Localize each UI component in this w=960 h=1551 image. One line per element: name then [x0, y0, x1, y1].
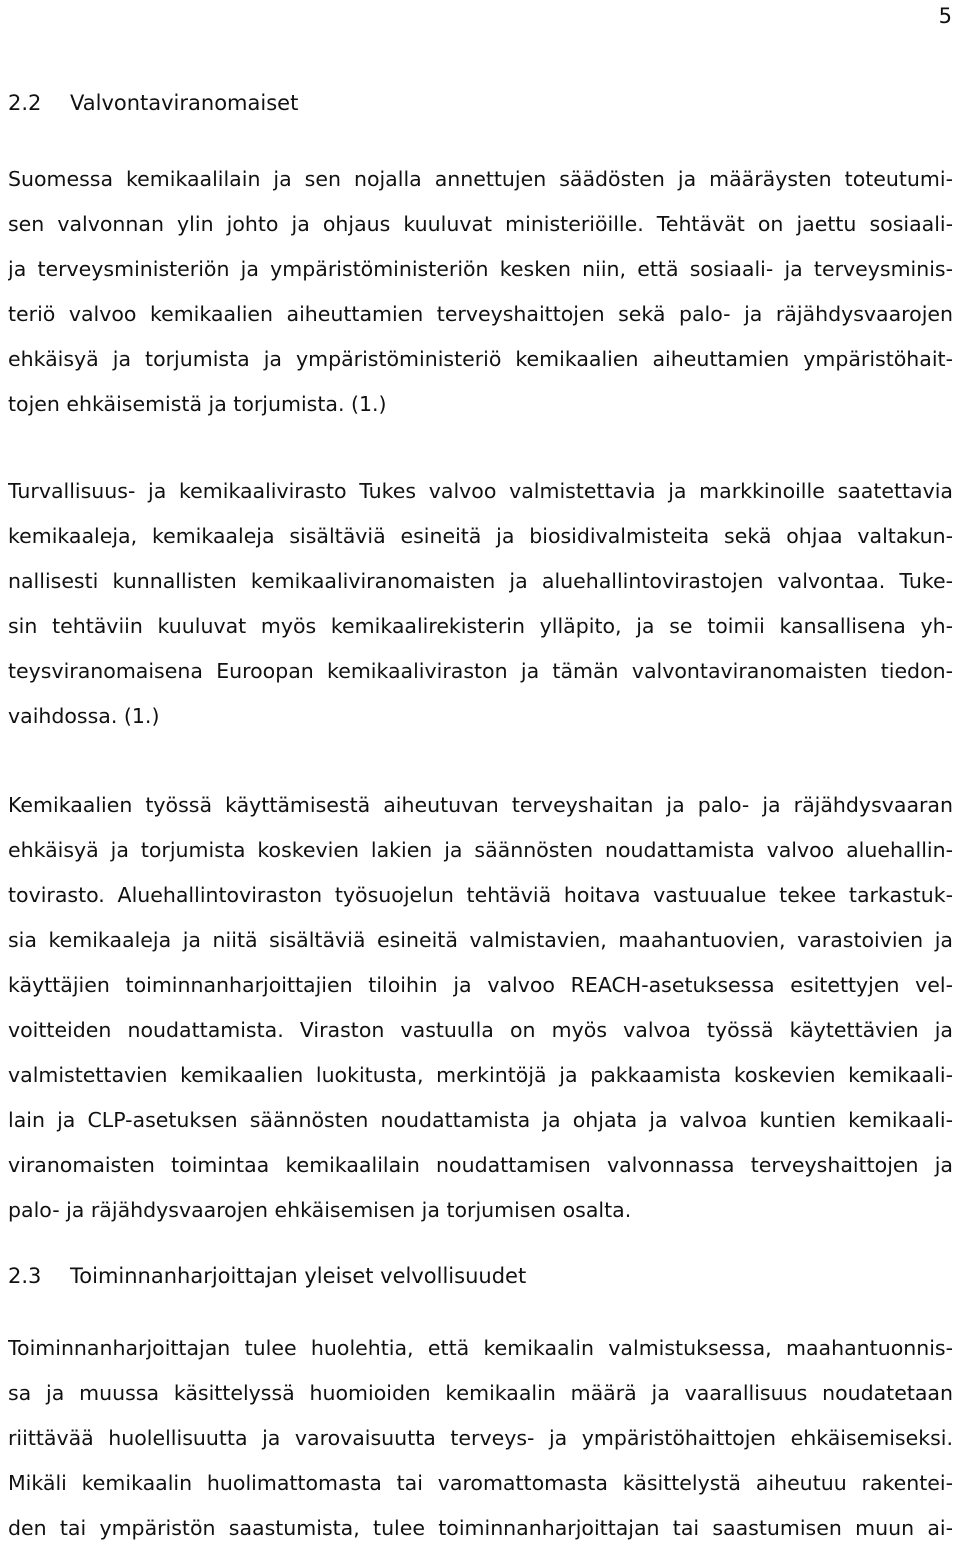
section-title: Toiminnanharjoittajan yleiset velvollisuudet [70, 1264, 527, 1288]
text-line: Mikäli kemikaalin huolimattomasta tai varomattomasta käsittelystä aiheutuu rakentei- [8, 1471, 953, 1495]
paragraph-3 [8, 783, 953, 1233]
text-line: tojen ehkäisemistä ja torjumista. (1.) [8, 392, 387, 416]
text-line: teysviranomaisena Euroopan kemikaaliviraston ja tämän valvontaviranomaisten tiedon- [8, 659, 953, 683]
text-line: Suomessa kemikaalilain ja sen nojalla annettujen säädösten ja määräysten toteutumi- [8, 167, 953, 191]
section-title: Valvontaviranomaiset [70, 91, 299, 115]
text-line: ehkäisyä ja torjumista ja ympäristöministeriö kemikaalien aiheuttamien ympäristöhait- [8, 347, 953, 371]
section-heading-2-3 [8, 1262, 952, 1290]
text-line: kemikaaleja, kemikaaleja sisältäviä esineitä ja biosidivalmisteita sekä ohjaa valtakun- [8, 524, 953, 548]
text-line: teriö valvoo kemikaalien aiheuttamien terveyshaittojen sekä palo- ja räjähdysvaarojen [8, 302, 953, 326]
text-line: sia kemikaaleja ja niitä sisältäviä esineitä valmistavien, maahantuovien, varastoivien ja [8, 928, 953, 952]
text-line: viranomaisten toimintaa kemikaalilain noudattamisen valvonnassa terveyshaittojen ja [8, 1153, 953, 1177]
text-line: valmistettavien kemikaalien luokitusta, merkintöjä ja pakkaamista koskevien kemikaali- [8, 1063, 953, 1087]
text-line: vaihdossa. (1.) [8, 704, 160, 728]
paragraph-1 [8, 157, 953, 427]
text-line: Toiminnanharjoittajan tulee huolehtia, että kemikaalin valmistuksessa, maahantuonnis- [8, 1336, 953, 1360]
text-line: sin tehtäviin kuuluvat myös kemikaalirekisterin ylläpito, ja se toimii kansallisena yh- [8, 614, 953, 638]
text-line: tovirasto. Aluehallintoviraston työsuojelun tehtäviä hoitava vastuualue tekee tarkastuk- [8, 883, 953, 907]
text-line: sen valvonnan ylin johto ja ohjaus kuuluvat ministeriöille. Tehtävät on jaettu sosiaali- [8, 212, 953, 236]
text-line: lain ja CLP-asetuksen säännösten noudattamista ja ohjata ja valvoa kuntien kemikaali- [8, 1108, 953, 1132]
text-line: Turvallisuus- ja kemikaalivirasto Tukes valvoo valmistettavia ja markkinoille saatettavia [8, 479, 953, 503]
text-line: den tai ympäristön saastumista, tulee toiminnanharjoittajan tai saastumisen muun ai- [8, 1516, 953, 1540]
text-line: ehkäisyä ja torjumista koskevien lakien ja säännösten noudattamista valvoo aluehallin- [8, 838, 953, 862]
text-line: sa ja muussa käsittelyssä huomioiden kemikaalin määrä ja vaarallisuus noudatetaan [8, 1381, 953, 1405]
section-heading-2-2 [8, 89, 952, 117]
text-line: voitteiden noudattamista. Viraston vastuulla on myös valvoa työssä käytettävien ja [8, 1018, 953, 1042]
paragraph-4 [8, 1326, 953, 1551]
text-line: palo- ja räjähdysvaarojen ehkäisemisen ja torjumisen osalta. [8, 1198, 632, 1222]
text-line: nallisesti kunnallisten kemikaaliviranomaisten ja aluehallintovirastojen valvontaa. Tuke- [8, 569, 953, 593]
text-line: riittävää huolellisuutta ja varovaisuutta terveys- ja ympäristöhaittojen ehkäisemiseksi. [8, 1426, 953, 1450]
section-number: 2.3 [8, 1264, 42, 1288]
section-number: 2.2 [8, 91, 42, 115]
paragraph-2 [8, 469, 953, 739]
text-line: käyttäjien toiminnanharjoittajien tiloihin ja valvoo REACH-asetuksessa esitettyjen vel- [8, 973, 953, 997]
page-number: 5 [938, 4, 952, 28]
text-line: Kemikaalien työssä käyttämisestä aiheutuvan terveyshaitan ja palo- ja räjähdysvaaran [8, 793, 953, 817]
text-line: ja terveysministeriön ja ympäristöministeriön kesken niin, että sosiaali- ja terveysminis- [8, 257, 953, 281]
